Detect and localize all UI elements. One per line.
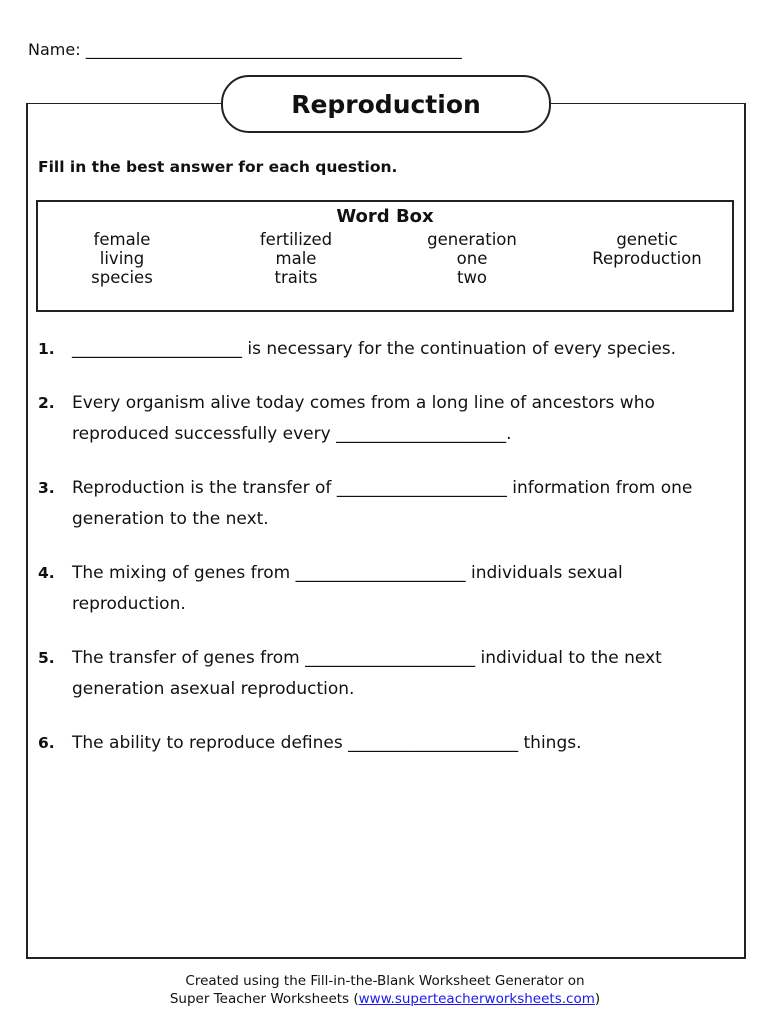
question-item xyxy=(38,334,728,365)
word-item: generation xyxy=(427,230,517,249)
question-text: is necessary for the continuation of every species. xyxy=(242,339,677,359)
word-column xyxy=(62,230,182,287)
word-column xyxy=(572,230,722,268)
question-item xyxy=(38,388,728,450)
word-box xyxy=(36,200,734,312)
footer-text: ) xyxy=(594,991,601,1007)
question-item xyxy=(38,643,728,705)
name-field[interactable]: _______________________________________________ xyxy=(85,40,462,59)
question-text: . xyxy=(506,424,512,444)
question-text: information from one generation to the next. xyxy=(72,478,693,529)
question-number: 3. xyxy=(38,479,55,497)
word-item: one xyxy=(456,249,488,268)
question-item xyxy=(38,728,728,759)
footer-line: Created using the Fill-in-the-Blank Worksheet Generator on xyxy=(185,973,585,989)
word-column xyxy=(236,230,356,287)
word-item: male xyxy=(275,249,317,268)
answer-blank[interactable]: ____________________ xyxy=(336,424,507,444)
title-banner xyxy=(221,75,551,133)
word-item: two xyxy=(456,268,488,287)
answer-blank[interactable]: ____________________ xyxy=(336,478,507,498)
question-text: things. xyxy=(518,733,582,753)
answer-blank[interactable]: ____________________ xyxy=(72,339,242,359)
name-label: Name: xyxy=(28,40,81,59)
question-list xyxy=(38,334,728,782)
footer-text: Super Teacher Worksheets ( xyxy=(169,991,359,1007)
footer-credit xyxy=(0,972,770,1008)
answer-blank[interactable]: ____________________ xyxy=(295,563,466,583)
question-number: 4. xyxy=(38,564,55,582)
question-text: Reproduction is the transfer of xyxy=(72,478,337,498)
word-item: fertilized xyxy=(259,230,333,249)
question-text: Every organism alive today comes from a long line of ancestors who reproduced successfully every xyxy=(72,393,655,444)
instructions: Fill in the best answer for each question. xyxy=(38,158,398,176)
question-number: 2. xyxy=(38,394,55,412)
word-item: species xyxy=(91,268,153,287)
question-text: The ability to reproduce defines xyxy=(72,733,349,753)
question-text: The mixing of genes from xyxy=(72,563,296,583)
name-line xyxy=(28,40,462,59)
page-title: Reproduction xyxy=(291,89,481,119)
footer-line xyxy=(0,990,770,1008)
question-number: 5. xyxy=(38,649,55,667)
word-box-title: Word Box xyxy=(336,206,434,227)
answer-blank[interactable]: ____________________ xyxy=(305,648,476,668)
question-item xyxy=(38,473,728,535)
word-column xyxy=(402,230,542,287)
question-text: individuals sexual reproduction. xyxy=(72,563,623,614)
question-number: 1. xyxy=(38,340,55,358)
footer-link[interactable]: www.superteacherworksheets.com xyxy=(358,991,595,1007)
question-number: 6. xyxy=(38,734,55,752)
answer-blank[interactable]: ____________________ xyxy=(348,733,519,753)
question-text: The transfer of genes from xyxy=(72,648,306,668)
word-item: traits xyxy=(274,268,318,287)
word-item: female xyxy=(93,230,151,249)
question-text: individual to the next generation asexual reproduction. xyxy=(72,648,662,699)
word-item: genetic xyxy=(616,230,678,249)
word-item: living xyxy=(99,249,145,268)
word-item: Reproduction xyxy=(592,249,702,268)
question-item xyxy=(38,558,728,620)
